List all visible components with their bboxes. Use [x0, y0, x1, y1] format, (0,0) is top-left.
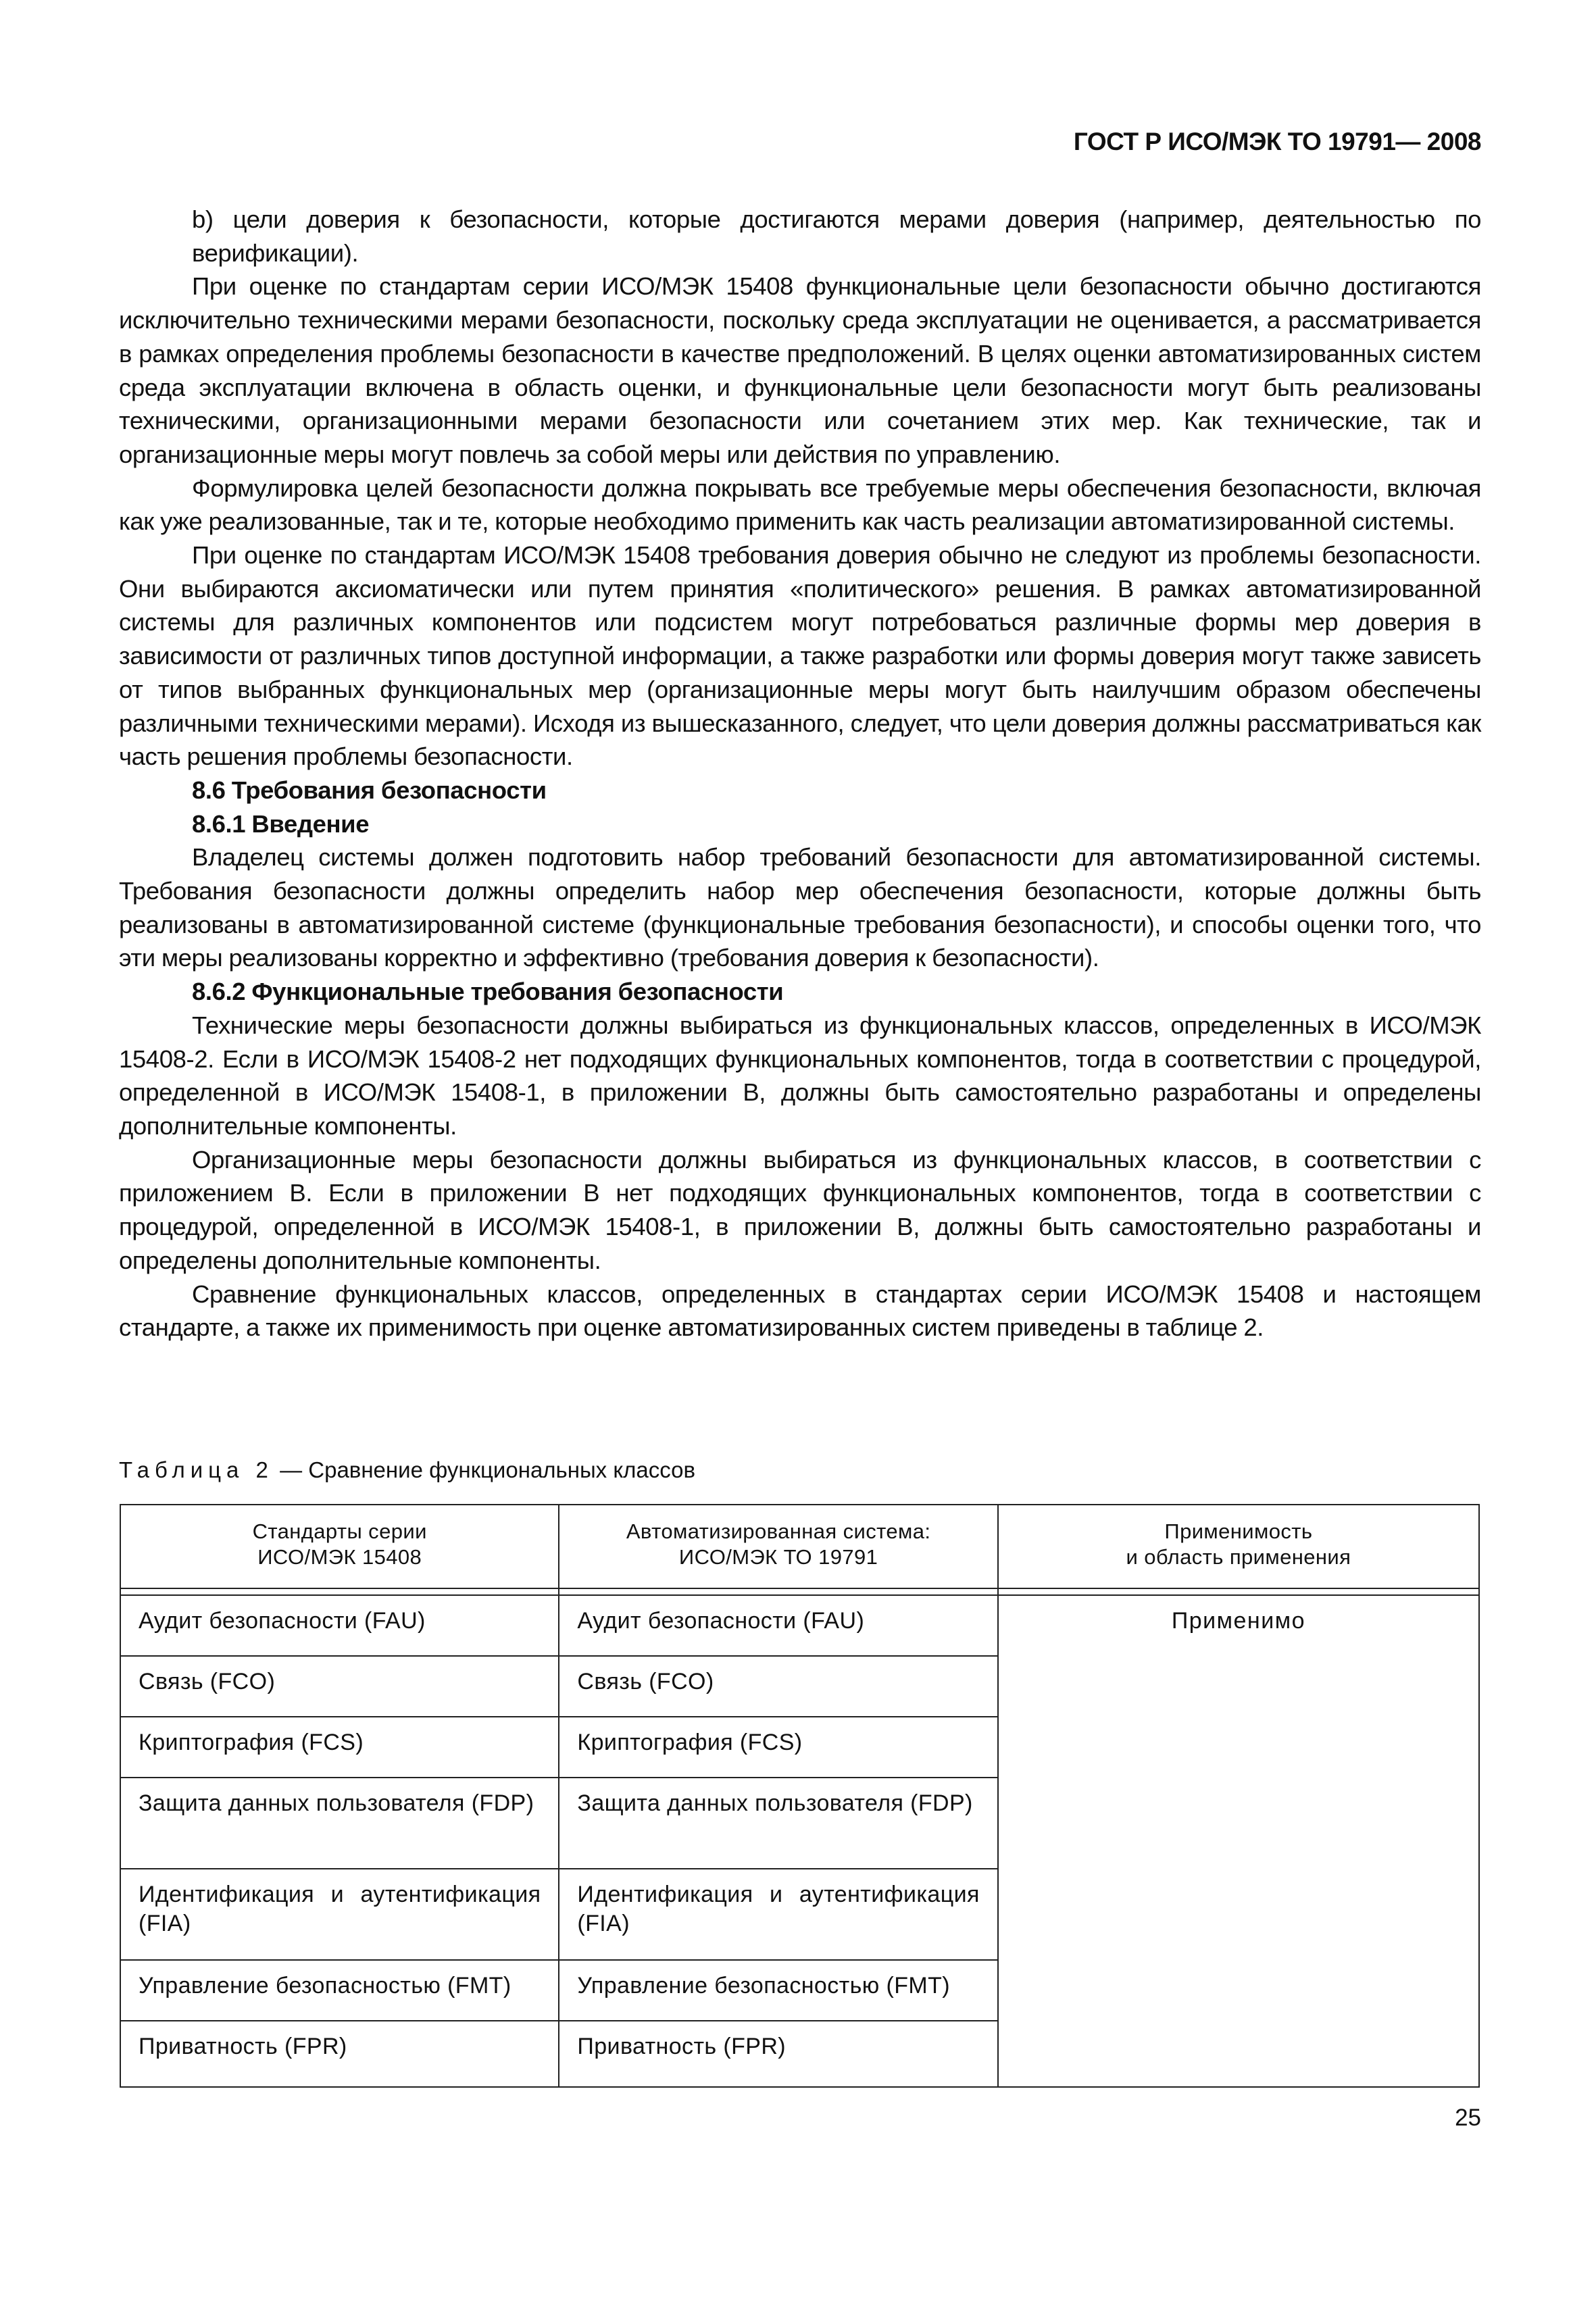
paragraph: Формулировка целей безопасности должна покрывать все требуемые меры обеспечения безопасности, включая как уже реализованные, так и те, которые необходимо применить как часть реализации автоматизированной системы.: [119, 474, 1481, 536]
section-heading-8-6: 8.6 Требования безопасности: [192, 776, 547, 804]
table-caption-text: — Сравнение функциональных классов: [273, 1457, 696, 1482]
paragraph-b: b) цели доверия к безопасности, которые достигаются мерами доверия (например, деятельностью по верификации).: [192, 205, 1481, 267]
cell-iso19791: Связь (FCO): [559, 1656, 997, 1717]
cell-iso15408: Связь (FCO): [120, 1656, 559, 1717]
cell-iso15408: Приватность (FPR): [120, 2021, 559, 2087]
paragraph: Технические меры безопасности должны выбираться из функциональных классов, определенных в ИСО/МЭК 15408-2. Если в ИСО/МЭК 15408-2 нет подходящих функциональных компонентов, тогда в соответствии с процедурой, определенной в ИСО/МЭК 15408-1, в приложении В, должны быть самостоятельно разработаны и определены дополнительные компоненты.: [119, 1011, 1481, 1140]
cell-iso15408: Управление безопасностью (FMT): [120, 1960, 559, 2021]
paragraph: При оценке по стандартам ИСО/МЭК 15408 требования доверия обычно не следуют из проблемы безопасности. Они выбираются аксиоматически или путем принятия «политического» решения. В рамках автоматизированной системы для различных компонентов или подсистем могут потребоваться различные формы мер доверия в зависимости от различных типов доступной информации, а также разработки или формы доверия могут также зависеть от типов выбранных функциональных мер (организационные меры могут быть наилучшим образом обеспечены различными техническими мерами). Исходя из вышесказанного, следует, что цели доверия должны рассматриваться как часть решения проблемы безопасности.: [119, 541, 1481, 771]
cell-iso15408: Защита данных пользователя (FDP): [120, 1778, 559, 1869]
paragraph: Владелец системы должен подготовить набор требований безопасности для автоматизированной системы. Требования безопасности должны определить набор мер обеспечения безопасности, которые должны быть реализованы в автоматизированной системе (функциональные требования безопасности), и способы оценки того, что эти меры реализованы корректно и эффективно (требования доверия к безопасности).: [119, 843, 1481, 972]
table-row: [120, 1595, 1479, 1656]
cell-iso19791: Управление безопасностью (FMT): [559, 1960, 997, 2021]
body-text: [119, 203, 1481, 1344]
header-iso19791: Автоматизированная система: ИСО/МЭК ТО 19791: [559, 1505, 997, 1588]
header-separator: [120, 1588, 1479, 1595]
cell-iso15408: Аудит безопасности (FAU): [120, 1595, 559, 1656]
cell-iso19791: Защита данных пользователя (FDP): [559, 1778, 997, 1869]
header-iso15408: Стандарты серии ИСО/МЭК 15408: [120, 1505, 559, 1588]
header-applicability: Применимость и область применения: [998, 1505, 1479, 1588]
paragraph: Сравнение функциональных классов, определенных в стандартах серии ИСО/МЭК 15408 и настоящем стандарте, а также их применимость при оценке автоматизированных систем приведены в таблице 2.: [119, 1280, 1481, 1342]
cell-iso19791: Криптография (FCS): [559, 1717, 997, 1778]
paragraph: Организационные меры безопасности должны выбираться из функциональных классов, в соответствии с приложением В. Если в приложении В нет подходящих функциональных компонентов, тогда в соответствии с процедурой, определенной в ИСО/МЭК 15408-1, в приложении В, должны быть самостоятельно разработаны и определены дополнительные компоненты.: [119, 1145, 1481, 1274]
paragraph: При оценке по стандартам серии ИСО/МЭК 15408 функциональные цели безопасности обычно достигаются исключительно техническими мерами безопасности, поскольку среда эксплуатации не оценивается, а рассматривается в рамках определения проблемы безопасности в качестве предположений. В целях оценки автоматизированных систем среда эксплуатации включена в область оценки, и функциональные цели безопасности могут быть реализованы техническими, организационными мерами безопасности или сочетанием этих мер. Как технические, так и организационные меры могут повлечь за собой меры или действия по управлению.: [119, 272, 1481, 468]
table-caption-label: Таблица 2: [119, 1457, 274, 1482]
cell-iso19791: Приватность (FPR): [559, 2021, 997, 2087]
comparison-table: [120, 1504, 1480, 2088]
cell-iso15408: Идентификация и аутентификация (FIA): [120, 1869, 559, 1960]
cell-applicability: Применимо: [998, 1595, 1479, 2087]
section-heading-8-6-2: 8.6.2 Функциональные требования безопасности: [192, 978, 784, 1006]
section-heading-8-6-1: 8.6.1 Введение: [192, 809, 370, 838]
page-number: 25: [1455, 2105, 1481, 2131]
cell-iso19791: Аудит безопасности (FAU): [559, 1595, 997, 1656]
table-header-row: [120, 1505, 1479, 1588]
cell-iso15408: Криптография (FCS): [120, 1717, 559, 1778]
standard-designation: ГОСТ Р ИСО/МЭК ТО 19791— 2008: [1073, 128, 1481, 155]
table-caption: [119, 1455, 695, 1485]
cell-iso19791: Идентификация и аутентификация (FIA): [559, 1869, 997, 1960]
